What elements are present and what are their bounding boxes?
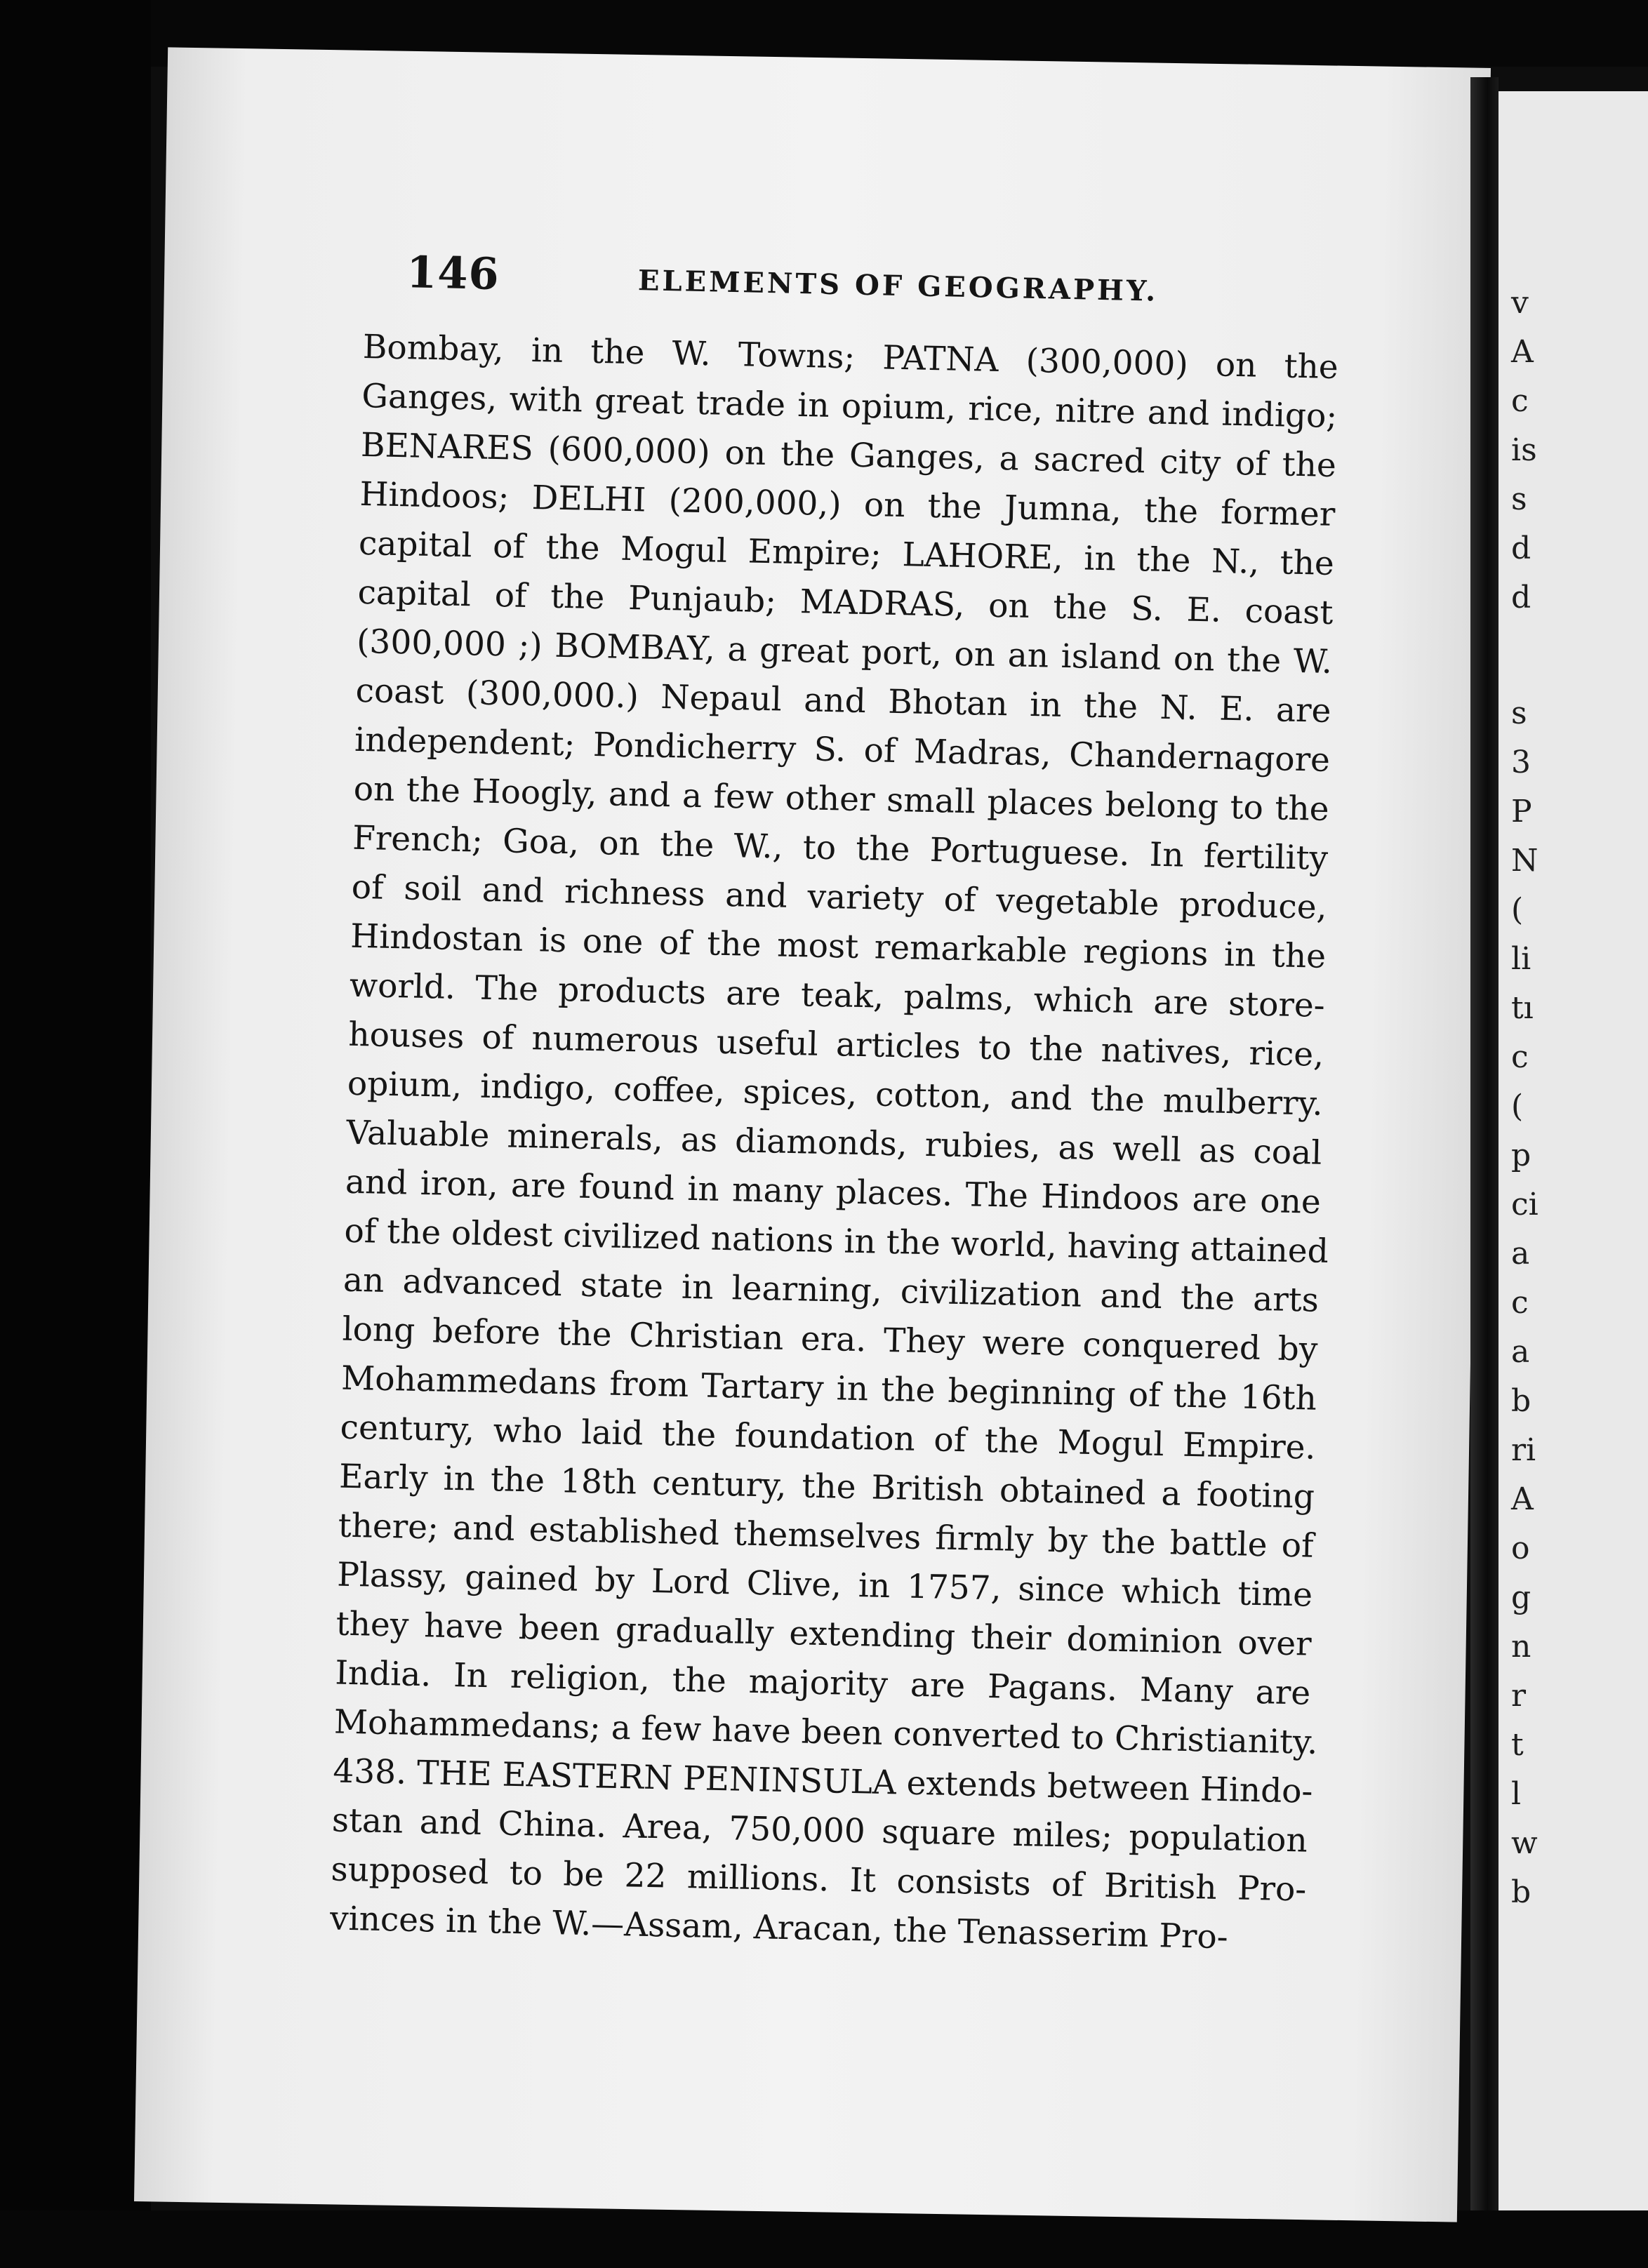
text-line: opium, indigo, coffee, spices, cotton, and the mulberry. [347, 1064, 1324, 1123]
adjacent-page-fragment: P [1511, 794, 1532, 829]
adjacent-page-fragment: A [1511, 334, 1534, 370]
adjacent-page-fragment: is [1511, 432, 1537, 468]
adjacent-page-fragment: v [1511, 285, 1529, 321]
adjacent-page-fragment: ( [1511, 892, 1524, 928]
adjacent-page-fragment: o [1511, 1530, 1530, 1566]
page-number: 146 [406, 246, 500, 300]
text-line: independent; Pondicherry S. of Madras, Chandernagore [354, 720, 1331, 780]
adjacent-page-fragment: ri [1511, 1432, 1536, 1468]
text-line: French; Goa, on the W., to the Portuguese. In fertility [352, 818, 1329, 878]
text-line: Mohammedans; a few have been converted to Christianity. [333, 1702, 1318, 1762]
text-line: Hindostan is one of the most remarkable regions in the [350, 916, 1327, 976]
text-line: Mohammedans from Tartary in the beginning of the 16th [340, 1359, 1317, 1418]
text-line: supposed to be 22 millions. It consists of British Pro- [330, 1850, 1307, 1909]
text-line: India. In religion, the majority are Pagans. Many are [334, 1653, 1311, 1713]
text-line: vinces in the W.—Assam, Aracan, the Tenasserim Pro- [329, 1899, 1229, 1957]
text-line: Plassy, gained by Lord Clive, in 1757, since which time [336, 1555, 1313, 1615]
adjacent-page-fragment: ( [1511, 1088, 1524, 1124]
text-line: on the Hoogly, and a few other small places belong to the [353, 769, 1330, 829]
text-line: capital of the Mogul Empire; LAHORE, in the N., the [358, 523, 1335, 584]
text-line: Bombay, in the W. Towns; PATNA (300,000) on the [362, 327, 1339, 387]
running-title: ELEMENTS OF GEOGRAPHY. [637, 264, 1159, 308]
adjacent-page-fragment: c [1511, 383, 1529, 419]
adjacent-page-fragment: s [1511, 481, 1527, 517]
adjacent-page-fragment: tı [1511, 990, 1534, 1026]
adjacent-page-fragment: 3 [1511, 745, 1531, 780]
text-line: (300,000 ;) BOMBAY, a great port, on an island on the W. [356, 622, 1333, 681]
adjacent-page-fragment: c [1511, 1285, 1529, 1321]
text-line: 438. THE EASTERN PENINSULA extends between Hindo- [332, 1752, 1313, 1811]
text-line: of the oldest civilized nations in the world, having attained [344, 1211, 1329, 1272]
text-line: Valuable minerals, as diamonds, rubies, as well as coal [345, 1113, 1322, 1173]
adjacent-page-fragment: b [1511, 1874, 1531, 1910]
adjacent-page-fragment: t [1511, 1727, 1524, 1763]
adjacent-page-fragment: r [1511, 1678, 1527, 1714]
adjacent-page-fragment: g [1511, 1580, 1531, 1615]
text-line: world. The products are teak, palms, which are store- [349, 966, 1326, 1025]
text-line: Early in the 18th century, the British obtained a footing [338, 1457, 1315, 1516]
adjacent-page-fragment: N [1511, 843, 1539, 879]
adjacent-page-fragment: c [1511, 1039, 1529, 1075]
adjacent-page-fragment: p [1511, 1138, 1531, 1173]
text-line: and iron, are found in many places. The Hindoos are one [345, 1162, 1322, 1222]
text-line: of soil and richness and variety of vegetable produce, [351, 867, 1328, 927]
text-line: century, who laid the foundation of the Mogul Empire. [340, 1408, 1316, 1467]
text-line: they have been gradually extending their dominion over [335, 1604, 1313, 1664]
text-line: there; and established themselves firmly by the battle of [338, 1506, 1315, 1566]
adjacent-page-fragment: li [1511, 941, 1531, 977]
adjacent-page-fragment: a [1511, 1236, 1530, 1272]
text-line: BENARES (600,000) on the Ganges, a sacred city of the [360, 425, 1337, 486]
scan-border-left [0, 0, 151, 2268]
text-line: stan and China. Area, 750,000 square miles; population [331, 1801, 1308, 1860]
adjacent-page-fragment: d [1511, 580, 1531, 615]
adjacent-page-fragment: ci [1511, 1187, 1539, 1222]
text-line: an advanced state in learning, civilization and the arts [343, 1260, 1320, 1320]
book-gutter [1470, 77, 1499, 2210]
adjacent-page [1499, 91, 1648, 2210]
text-line: long before the Christian era. They were conquered by [342, 1309, 1318, 1369]
adjacent-page-fragment: d [1511, 531, 1531, 566]
body-text [329, 323, 1360, 1964]
adjacent-page-fragment: w [1511, 1825, 1538, 1861]
text-line: coast (300,000.) Nepaul and Bhotan in the N. E. are [355, 671, 1331, 731]
adjacent-page-fragment: a [1511, 1334, 1530, 1370]
text-line: houses of numerous useful articles to the natives, rice, [347, 1015, 1324, 1074]
adjacent-page-fragment: l [1511, 1776, 1522, 1812]
adjacent-page-fragment: A [1511, 1481, 1534, 1517]
adjacent-page-fragment: n [1511, 1629, 1531, 1665]
text-line: Ganges, with great trade in opium, rice, nitre and indigo; [361, 376, 1338, 436]
text-line: Hindoos; DELHI (200,000,) on the Jumna, the former [359, 474, 1336, 535]
adjacent-page-fragment: b [1511, 1383, 1531, 1419]
adjacent-page-fragment: s [1511, 695, 1527, 731]
text-line: capital of the Punjaub; MADRAS, on the S. E. coast [357, 573, 1334, 632]
page-content [329, 246, 1361, 1964]
